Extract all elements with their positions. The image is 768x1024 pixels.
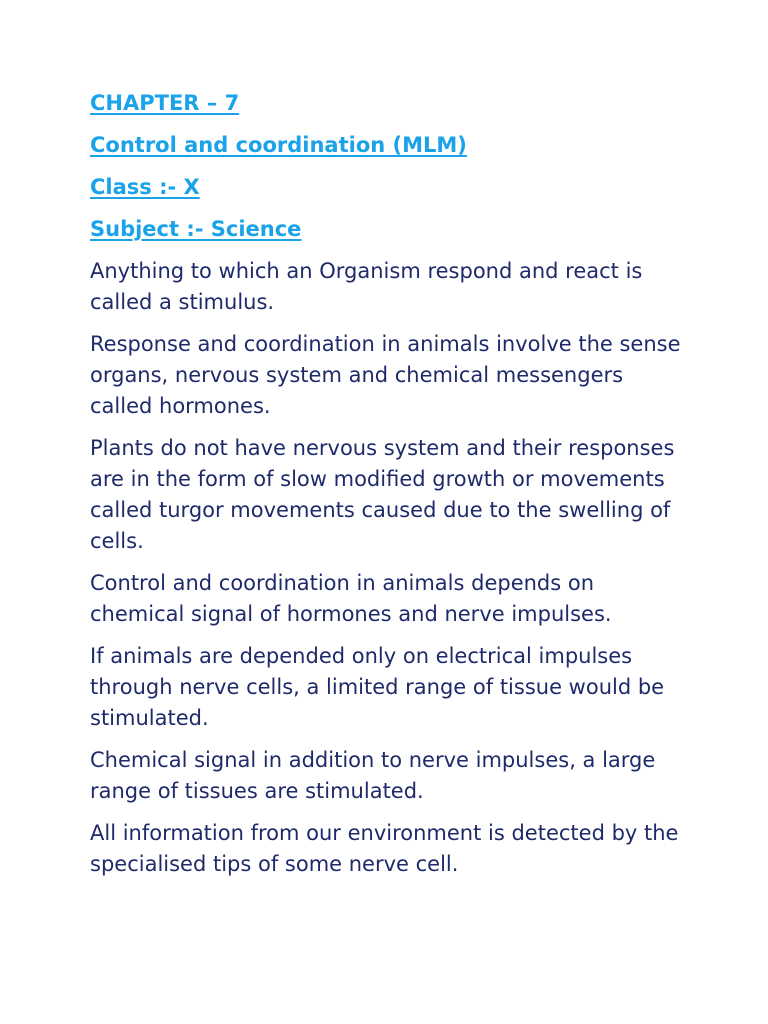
body-text <box>90 256 690 880</box>
topic-heading[interactable]: Control and coordination (MLM) <box>90 133 467 157</box>
document-page <box>90 88 690 891</box>
paragraph: Control and coordination in animals depends on chemical signal of hormones and nerve impulses. <box>90 571 612 626</box>
paragraph: Anything to which an Organism respond and react is called a stimulus. <box>90 259 643 314</box>
paragraph: Response and coordination in animals involve the sense organs, nervous system and chemical messengers called hormones. <box>90 332 681 418</box>
class-heading[interactable]: Class :- X <box>90 175 200 199</box>
subject-heading[interactable]: Subject :- Science <box>90 217 302 241</box>
paragraph: If animals are depended only on electrical impulses through nerve cells, a limited range of tissue would be stimulated. <box>90 644 665 730</box>
paragraph: Chemical signal in addition to nerve impulses, a large range of tissues are stimulated. <box>90 748 656 803</box>
chapter-heading[interactable]: CHAPTER – 7 <box>90 91 240 115</box>
heading-block <box>90 88 690 245</box>
paragraph: Plants do not have nervous system and their responses are in the form of slow modified growth or movements called turgor movements caused due to the swelling of cells. <box>90 436 675 553</box>
paragraph: All information from our environment is detected by the specialised tips of some nerve cell. <box>90 821 679 876</box>
